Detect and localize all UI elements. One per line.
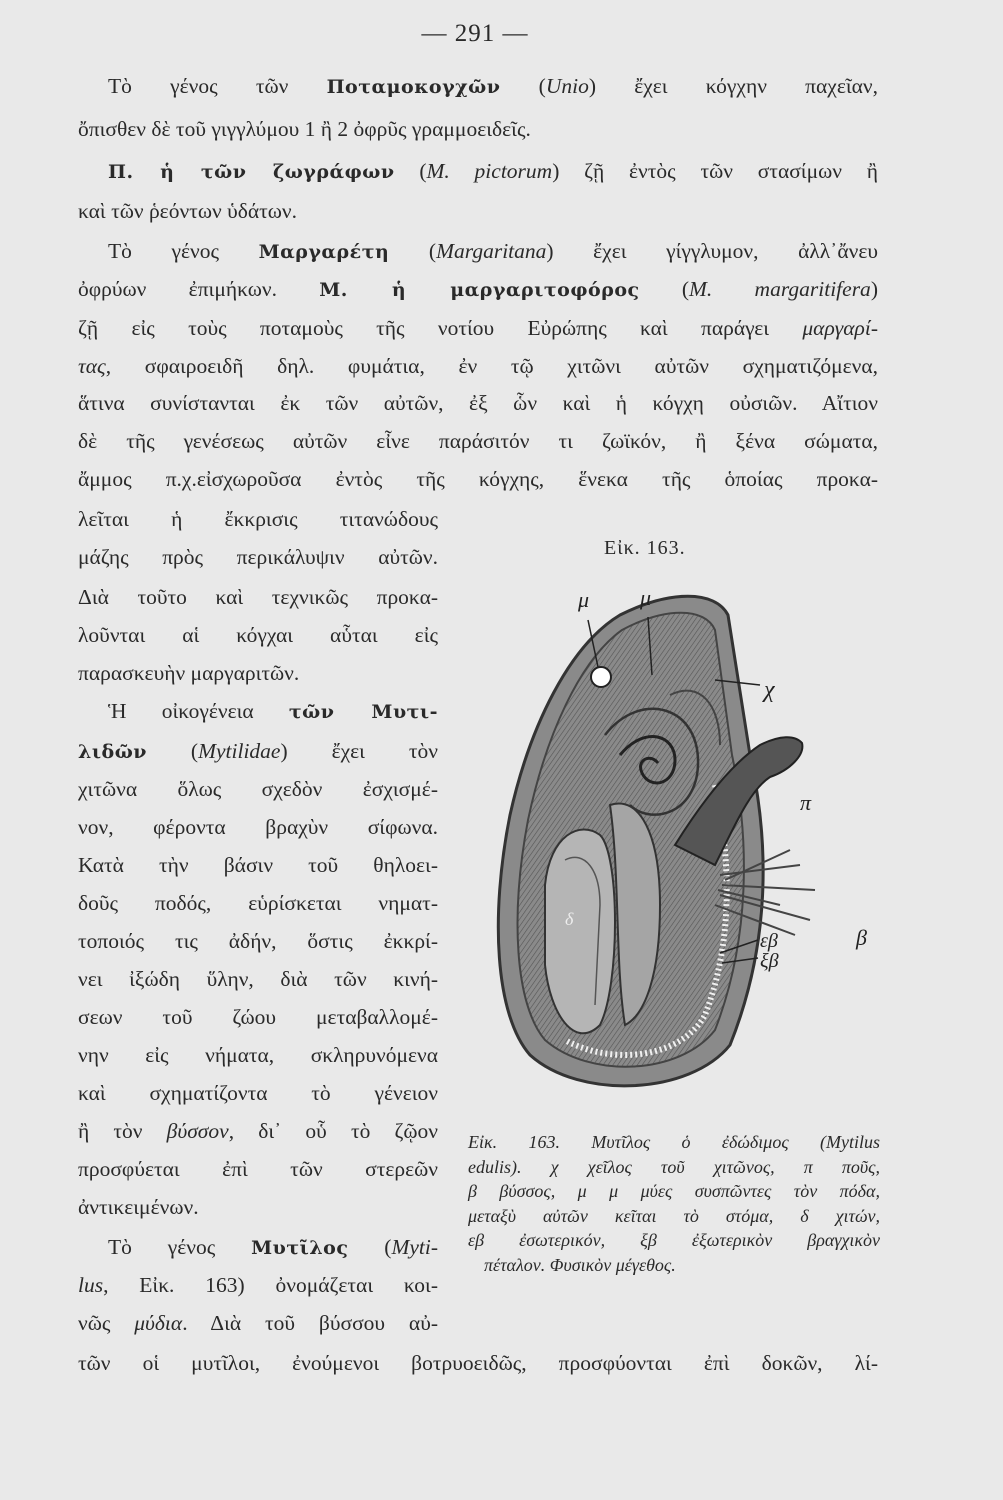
text-line: νον, φέροντα βραχὺν σίφωνα. (78, 815, 438, 839)
text-line: προσφύεται ἐπὶ τῶν στερεῶν (78, 1157, 438, 1181)
text-line (78, 1117, 438, 1145)
text-line (108, 72, 878, 101)
text-line: ἅτινα συνίστανται ἐκ τῶν αὐτῶν, ἐξ ὧν καὶ ἡ κόγχη οὐσιῶν. Αἴτιον (78, 391, 878, 415)
bold-term: λιδῶν (78, 741, 147, 763)
text-span: ( (500, 74, 546, 98)
text-span: ) (870, 277, 878, 301)
text-span: ( (348, 1235, 392, 1259)
text-line: ὄπισθεν δὲ τοῦ γιγγλύμου 1 ἢ 2 ὀφρῦς γραμμοειδεῖς. (78, 117, 531, 141)
text-line: χιτῶνα ὅλως σχεδὸν ἐσχισμέ- (78, 777, 438, 801)
text-line (78, 314, 878, 342)
text-line: σεων τοῦ ζώου μεταβαλλομέ- (78, 1005, 438, 1029)
label-chi: χ (764, 677, 775, 703)
italic-term: Myti- (391, 1235, 438, 1259)
text-span: ὀφρύων ἐπιμήκων. (78, 277, 320, 301)
bold-term: . ἡ τῶν ζωγράφων (126, 161, 395, 183)
italic-term: Mytilidae (198, 739, 281, 763)
text-line (108, 237, 878, 266)
text-line: ἀντικειμένων. (78, 1195, 199, 1219)
text-line: δὲ τῆς γενέσεως αὐτῶν εἶνε παράσιτόν τι ζωϊκόν, ἢ ξένα σώματα, (78, 429, 878, 453)
italic-term: βύσσον (166, 1119, 229, 1143)
bold-term: Μ. ἡ μαργαριτοφόρος (319, 279, 640, 301)
text-line: δοῦς ποδός, εὑρίσκεται νηματ- (78, 891, 438, 915)
text-span: ) ἔχει κόγχην παχεῖαν, (588, 74, 878, 98)
text-span: ) ἔχει γίγγλυμον, ἀλλ᾽ἄνευ (546, 239, 878, 263)
text-span: ( (394, 159, 427, 183)
figure-caption (468, 1130, 880, 1277)
bold-term: τῶν Μυτι- (288, 701, 438, 723)
italic-term: M. pictorum (426, 159, 553, 183)
figure-label: Εἰκ. 163. (604, 537, 686, 559)
label-beta: β (856, 925, 867, 950)
bold-term: Π (108, 161, 127, 183)
text-span: Τὸ γένος (108, 1235, 252, 1259)
italic-term: μύδια (134, 1311, 183, 1335)
text-span: ζῇ εἰς τοὺς ποταμοὺς τῆς νοτίου Εὐρώπης καὶ παράγει (78, 316, 803, 340)
text-span: ἢ τὸν (78, 1119, 167, 1143)
italic-term: Margaritana (436, 239, 547, 263)
italic-term: Unio (545, 74, 589, 98)
label-eb: εβ (760, 930, 778, 952)
text-line: λοῦνται αἱ κόγχαι αὗται εἰς (78, 623, 438, 647)
caption-line: εβ ἐσωτερικόν, ξβ ἐξωτερικὸν βραγχικὸν (468, 1230, 880, 1250)
muscle-spot (591, 667, 611, 687)
text-line (108, 1233, 438, 1262)
text-line: τῶν οἱ μυτῖλοι, ἐνούμενοι βοτρυοειδῶς, προσφύονται ἐπὶ δοκῶν, λί- (78, 1351, 878, 1375)
text-line: Κατὰ τὴν βάσιν τοῦ θηλοει- (78, 853, 438, 877)
text-line: καὶ σχηματίζοντα τὸ γένειον (78, 1081, 438, 1105)
text-line: τοποιός τις ἀδήν, ὅστις ἐκκρί- (78, 929, 438, 953)
text-span: νῶς (78, 1311, 135, 1335)
mussel-illustration (470, 585, 870, 1105)
text-span: , Εἰκ. 163) ὀνομάζεται κοι- (103, 1273, 438, 1297)
text-line: μάζης πρὸς περικάλυψιν αὐτῶν. (78, 545, 438, 569)
text-line (78, 352, 878, 380)
caption-line: πέταλον. Φυσικὸν μέγεθος. (484, 1254, 676, 1275)
bold-term: Μαργαρέτη (258, 241, 390, 263)
text-line: Διὰ τοῦτο καὶ τεχνικῶς προκα- (78, 585, 438, 609)
text-span: ( (146, 739, 199, 763)
caption-line: β βύσσος, μ μ μύες συσπῶντες τὸν πόδα, (468, 1181, 880, 1201)
caption-line: edulis). χ χεῖλος τοῦ χιτῶνος, π ποῦς, (468, 1156, 880, 1177)
italic-term: τας (78, 354, 106, 378)
bold-term: Ποταμοκογχῶν (326, 76, 501, 98)
italic-term: lus (78, 1273, 104, 1297)
label-xb: ξβ (760, 950, 779, 972)
text-line (78, 275, 878, 304)
text-span: ( (389, 239, 437, 263)
caption-line: Εἰκ. 163. Μυτῖλος ὁ ἐδώδιμος (Mytilus (468, 1132, 880, 1152)
text-span: Ἡ οἰκογένεια (108, 699, 289, 723)
text-line: καὶ τῶν ῥεόντων ὑδάτων. (78, 199, 297, 223)
text-line (108, 157, 878, 186)
label-mu: μ (578, 587, 590, 612)
label-delta: δ (565, 909, 574, 929)
text-span: , δι᾽ οὗ τὸ ζῷον (228, 1119, 438, 1143)
text-span: . Διὰ τοῦ βύσσου αὐ- (182, 1311, 439, 1335)
page-number: — 291 — (421, 20, 529, 47)
label-pi: π (800, 790, 812, 815)
text-span: Τὸ γένος (108, 239, 259, 263)
text-span: ) ἔχει τὸν (280, 739, 438, 763)
text-line: λεῖται ἡ ἔκκρισις τιτανώδους (78, 507, 438, 531)
text-line: ἄμμος π.χ.εἰσχωροῦσα ἐντὸς τῆς κόγχης, ἕνεκα τῆς ὁποίας προκα- (78, 467, 878, 491)
text-line (78, 1271, 438, 1299)
text-span: , σφαιροειδῆ δηλ. φυμάτια, ἐν τῷ χιτῶνι αὐτῶν σχηματιζόμενα, (105, 354, 878, 378)
text-span: ( (639, 277, 689, 301)
caption-line: μεταξὺ αὐτῶν κεῖται τὸ στόμα, δ χιτών, (468, 1205, 880, 1226)
text-line: νην εἰς νήματα, σκληρυνόμενα (78, 1043, 438, 1067)
italic-term: M. margaritifera (689, 277, 871, 301)
label-mu: μ (640, 585, 652, 610)
bold-term: Μυτῖλος (251, 1237, 349, 1259)
gill-plate (545, 829, 615, 1033)
italic-term: μαργαρί- (802, 316, 878, 340)
text-line (78, 737, 438, 766)
text-line: παρασκευὴν μαργαριτῶν. (78, 661, 300, 685)
text-span: ) ζῇ ἐντὸς τῶν στασίμων ἢ (552, 159, 878, 183)
text-line: νει ἰξώδη ὕλην, διὰ τῶν κινή- (78, 967, 438, 991)
text-line (108, 697, 438, 726)
text-span: Τὸ γένος τῶν (108, 74, 327, 98)
text-line (78, 1309, 438, 1337)
